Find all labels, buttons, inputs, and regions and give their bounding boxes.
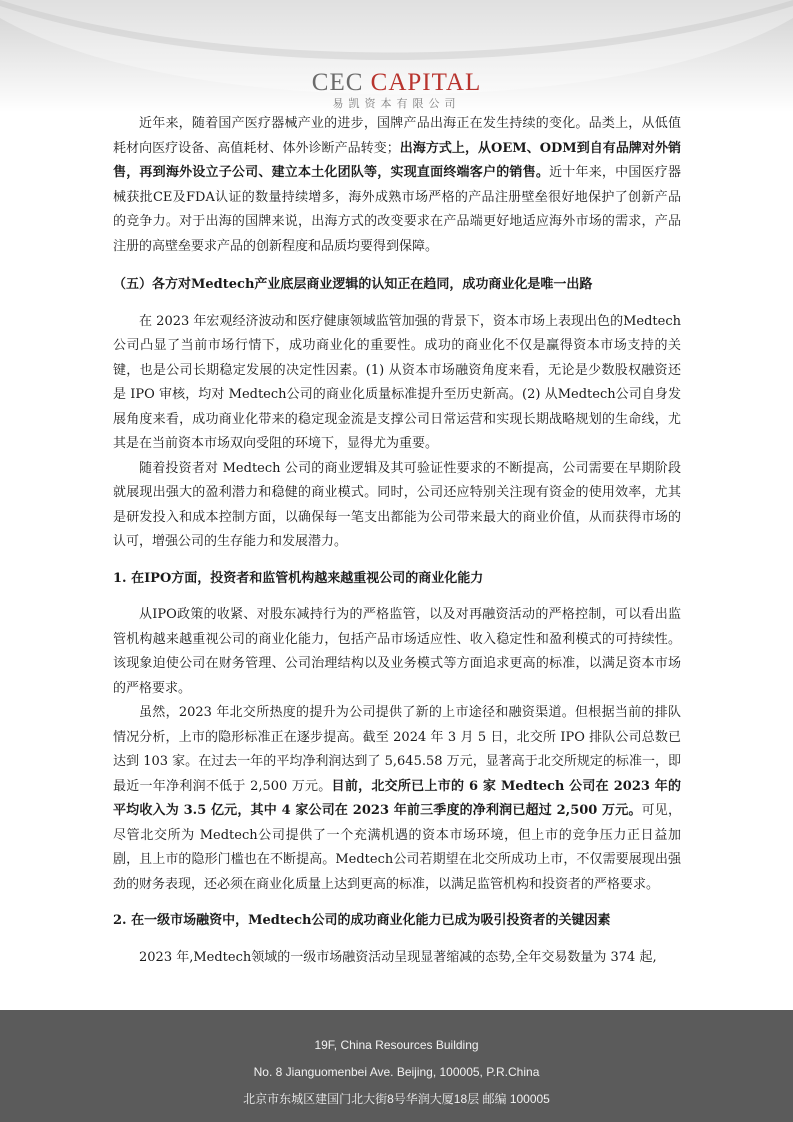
logo-cec: CEC bbox=[311, 69, 364, 96]
document-body bbox=[113, 112, 681, 970]
paragraph-text: 可见，尽管北交所为 Medtech公司提供了一个充满机遇的资本市场环境，但上市的竞争压力正日益加剧，且上市的隐形门槛也在不断提高。Medtech公司若期望在北交所成功上市，不仅需要展现出强劲的财务表现，还必须在商业化质量上达到更高的标准，以满足监管机构和投资者的严格要求。 bbox=[113, 803, 681, 892]
footer-address-chinese: 北京市东城区建国门北大街8号华润大厦18层 邮编 100005 bbox=[243, 1092, 550, 1106]
subsection-heading-1: 1. 在IPO方面，投资者和监管机构越来越重视公司的商业化能力 bbox=[113, 570, 484, 586]
paragraph-text: 虽然，2023 年北交所热度的提升为公司提供了新的上市途径和融资渠道。但根据当前的排队情况分析，上市的隐形标准正在逐步提高。截至 2024 年 3 月 5 日，北交所 IPO 排队公司总数已达到 103 家。在过去一年的平均净利润达到了 5,645.58 万元，显著高于北交所规定的标准一，即最近一年净利润不低于 2,500 万元。 bbox=[113, 705, 681, 794]
company-logo bbox=[0, 70, 793, 111]
paragraph-bold-text: 目前，北交所已上市的 6 家 Medtech 公司在 2023 年的平均收入为 3.5 亿元，其中 4 家公司在 2023 年前三季度的净利润已超过 2,500 万元。 bbox=[113, 778, 682, 818]
subsection-heading-2: 2. 在一级市场融资中，Medtech公司的成功商业化能力已成为吸引投资者的关键因素 bbox=[113, 913, 611, 928]
section-heading-5: （五）各方对Medtech产业底层商业逻辑的认知正在趋同，成功商业化是唯一出路 bbox=[113, 277, 593, 292]
paragraph-bse-listing bbox=[113, 701, 681, 897]
paragraph-overseas bbox=[113, 112, 681, 259]
footer-address-building: 19F, China Resources Building bbox=[314, 1038, 479, 1052]
paragraph-ipo-policy: 从IPO政策的收紧、对股东减持行为的严格监管，以及对再融资活动的严格控制，可以看出监管机构越来越重视公司的商业化能力，包括产品市场适应性、收入稳定性和盈利模式的可持续性。该现象迫使公司在财务管理、公司治理结构以及业务模式等方面追求更高的标准，以满足资本市场的严格要求。 bbox=[113, 607, 681, 696]
logo-wordmark bbox=[0, 70, 793, 96]
page-footer bbox=[0, 1010, 793, 1122]
logo-chinese-name: 易凯资本有限公司 bbox=[332, 97, 461, 110]
paragraph-text: 近十年来，中国医疗器械获批CE及FDA认证的数量持续增多，海外成熟市场严格的产品注册壁垒很好地保护了创新产品的竞争力。对于出海的国牌来说，出海方式的改变要求在产品端更好地适应海外市场的需求，产品注册的高壁垒要求产品的创新程度和品质均要得到保障。 bbox=[113, 165, 681, 254]
footer-address-street: No. 8 Jianguomenbei Ave. Beijing, 100005, P.R.China bbox=[253, 1065, 540, 1079]
paragraph-investor-requirements: 随着投资者对 Medtech 公司的商业逻辑及其可验证性要求的不断提高，公司需要在早期阶段就展现出强大的盈利潜力和稳健的商业模式。同时，公司还应特别关注现有资金的使用效率，尤其是研发投入和成本控制方面，以确保每一笔支出都能为公司带来最大的商业价值，从而获得市场的认可，增强公司的生存能力和发展潜力。 bbox=[113, 460, 681, 549]
paragraph-bold-text: 出海方式上，从OEM、ODM到自有品牌对外销售，再到海外设立子公司、建立本土化团队等，实现直面终端客户的销售。 bbox=[113, 140, 681, 180]
logo-capital: CAPITAL bbox=[370, 69, 482, 96]
paragraph-commercialization: 在 2023 年宏观经济波动和医疗健康领域监管加强的背景下，资本市场上表现出色的Medtech公司凸显了当前市场行情下，成功商业化的重要性。成功的商业化不仅是赢得资本市场支持的关键，也是公司长期稳定发展的决定性因素。(1) 从资本市场融资角度来看，无论是少数股权融资还是 IPO 审核，均对 Medtech公司的商业化质量标准提升至历史新高。(2) 从Medtech公司自身发展角度来看，成功商业化带来的稳定现金流是支撑公司日常运营和实现长期战略规划的生命线，尤其是在当前资本市场双向受阻的环境下，显得尤为重要。 bbox=[113, 313, 681, 451]
paragraph-primary-market: 2023 年,Medtech领域的一级市场融资活动呈现显著缩减的态势,全年交易数量为 374 起, bbox=[139, 949, 657, 965]
paragraph-text: 近年来，随着国产医疗器械产业的进步，国牌产品出海正在发生持续的变化。品类上，从低值耗材向医疗设备、高值耗材、体外诊断产品转变； bbox=[113, 116, 681, 156]
